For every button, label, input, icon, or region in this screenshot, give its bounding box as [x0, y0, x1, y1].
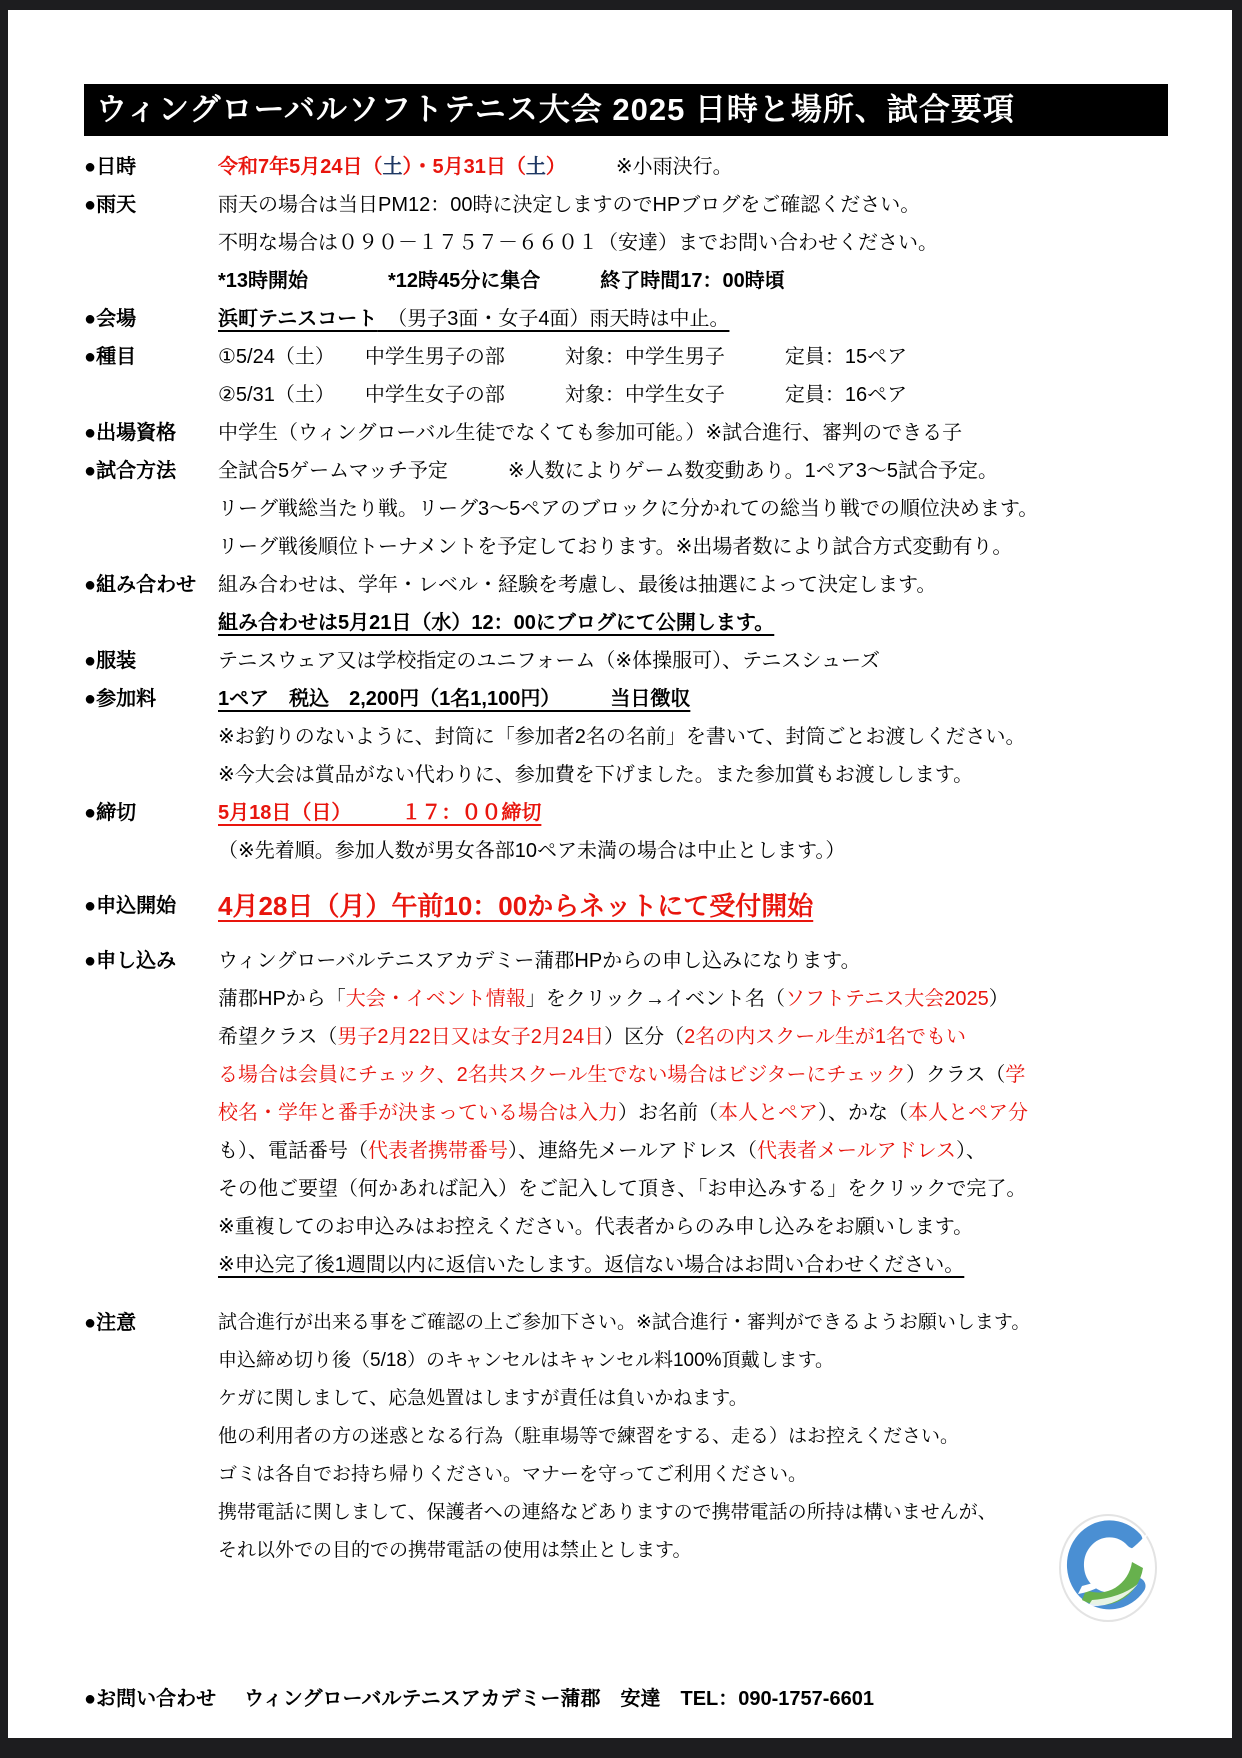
text-line: ※お釣りのないように、封筒に「参加者2名の名前」を書いて、封筒ごとお渡しください。	[218, 726, 1026, 748]
text-line: ※申込完了後1週間以内に返信いたします。返信ない場合はお問い合わせください。	[218, 1254, 965, 1276]
text-line: ケガに関しまして、応急処置はしますが責任は負いかねます。	[218, 1388, 748, 1409]
row-venue	[84, 300, 1168, 338]
section-label: ●雨天	[84, 194, 137, 216]
text-line: 組み合わせは、学年・レベル・経験を考慮し、最後は抽選によって決定します。	[218, 574, 937, 596]
row-match-format	[84, 452, 1168, 566]
text-line	[218, 980, 1168, 1018]
page-title: ウィングローバルソフトテニス大会 2025 日時と場所、試合要項	[84, 84, 1168, 136]
section-label: ●注意	[84, 1312, 137, 1334]
section-label: ●申込開始	[84, 895, 177, 917]
text-line: ※今大会は賞品がない代わりに、参加費を下げました。また参加賞もお渡しします。	[218, 764, 974, 786]
text-segment: ）、連絡先メールアドレス（	[508, 1140, 757, 1162]
text-line	[218, 300, 1168, 338]
row-notes	[84, 1304, 1168, 1570]
text-segment: 」をクリック→イベント名（	[525, 988, 785, 1010]
text-segment: 学	[1005, 1064, 1026, 1086]
text-segment: 代表者メールアドレス	[757, 1140, 956, 1162]
text-line: リーグ戦後順位トーナメントを予定しております。※出場者数により試合方式変動有り。	[218, 536, 1013, 558]
text-line	[218, 1132, 1168, 1170]
text-segment: （男子3面・女子4面）雨天時は中止。	[377, 308, 730, 330]
section-label: ●種目	[84, 346, 137, 368]
contact-label: ●お問い合わせ	[84, 1688, 217, 1710]
text-segment: 令和7年5月24日（	[218, 156, 383, 178]
row-registration-start	[84, 882, 1168, 930]
text-segment: 本人とペア分	[908, 1102, 1028, 1124]
text-segment: 土	[525, 156, 546, 178]
text-line: 他の利用者の方の迷惑となる行為（駐車場等で練習をする、走る）はお控えください。	[218, 1426, 960, 1447]
text-line: *13時開始 *12時45分に集合 終了時間17：00時頃	[218, 270, 785, 292]
document-content	[8, 10, 1232, 1718]
text-segment: 代表者携帯番号	[368, 1140, 508, 1162]
section-label: ●日時	[84, 156, 137, 178]
text-line: ※重複してのお申込みはお控えください。代表者からのみ申し込みをお願いします。	[218, 1216, 974, 1238]
section-label: ●組み合わせ	[84, 574, 197, 596]
row-application	[84, 942, 1168, 1284]
section-label: ●会場	[84, 308, 137, 330]
contact-line	[84, 1680, 1168, 1718]
text-segment: ）	[988, 988, 1009, 1010]
text-segment: 土	[382, 156, 403, 178]
text-segment: ※小雨決行。	[555, 156, 733, 178]
text-line: （※先着順。参加人数が男女各部10ペア未満の場合は中止とします。）	[218, 840, 846, 862]
contact-text: ウィングローバルテニスアカデミー蒲郡 安達 TEL：090-1757-6601	[244, 1688, 874, 1710]
text-segment: ）クラス（	[905, 1064, 1006, 1086]
row-datetime	[84, 148, 1168, 186]
text-line: 1ペア 税込 2,200円（1名1,100円） 当日徴収	[218, 688, 691, 710]
text-segment: も）、電話番号（	[218, 1140, 368, 1162]
text-line: リーグ戦総当たり戦。リーグ3～5ペアのブロックに分かれての総当り戦での順位決めます。	[218, 498, 1039, 520]
text-line: 携帯電話に関しまして、保護者への連絡などありますので携帯電話の所持は構いませんが、	[218, 1502, 997, 1523]
text-segment: 本人とペア	[718, 1102, 818, 1124]
text-segment: ）・5月31日（	[402, 156, 526, 178]
text-line: 中学生（ウィングローバル生徒でなくても参加可能。）※試合進行、審判のできる子	[218, 422, 963, 444]
text-line: ②5/31（土） 中学生女子の部 対象：中学生女子 定員：16ペア	[218, 384, 908, 406]
row-eligibility	[84, 414, 1168, 452]
row-events	[84, 338, 1168, 414]
row-dress-code	[84, 642, 1168, 680]
text-line: 申込締め切り後（5/18）のキャンセルはキャンセル料100%頂戴します。	[218, 1350, 835, 1371]
row-entry-fee	[84, 680, 1168, 794]
text-segment: ソフトテニス大会2025	[785, 988, 989, 1010]
text-line	[218, 148, 1168, 186]
row-pairing	[84, 566, 1168, 642]
text-segment: 希望クラス（	[218, 1026, 338, 1048]
text-segment: 浜町テニスコート	[218, 308, 378, 330]
text-line: 全試合5ゲームマッチ予定 ※人数によりゲーム数変動あり。1ペア3～5試合予定。	[218, 460, 999, 482]
text-line	[218, 1094, 1168, 1132]
section-label: ●参加料	[84, 688, 157, 710]
text-segment: 大会・イベント情報	[345, 988, 526, 1010]
text-segment: ）区分（	[604, 1026, 685, 1048]
text-line	[218, 1018, 1168, 1056]
document-page	[8, 10, 1232, 1738]
text-line: 不明な場合は０９０－１７５７－６６０１（安達）までお問い合わせください。	[218, 232, 938, 254]
text-line: ①5/24（土） 中学生男子の部 対象：中学生男子 定員：15ペア	[218, 346, 908, 368]
text-line: ゴミは各自でお持ち帰りください。マナーを守ってご利用ください。	[218, 1464, 808, 1485]
text-segment: る場合は会員にチェック、2名共スクール生でない場合はビジターにチェック	[218, 1064, 906, 1086]
row-rain	[84, 186, 1168, 300]
text-segment: 蒲郡HPから「	[218, 988, 346, 1010]
text-line: 試合進行が出来る事をご確認の上ご参加下さい。※試合進行・審判ができるようお願いします。	[218, 1312, 1031, 1333]
text-segment: ）	[545, 156, 556, 178]
text-segment: ）、	[956, 1140, 986, 1162]
section-label: ●服装	[84, 650, 137, 672]
text-segment: 2名の内スクール生が1名でもい	[684, 1026, 967, 1048]
text-segment: 男子2月22日又は女子2月24日	[337, 1026, 605, 1048]
text-segment: ）お名前（	[618, 1102, 718, 1124]
text-line: 4月28日（月）午前10：00からネットにて受付開始	[218, 891, 814, 921]
section-label: ●試合方法	[84, 460, 177, 482]
text-line: 雨天の場合は当日PM12：00時に決定しますのでHPブログをご確認ください。	[218, 194, 921, 216]
academy-logo-icon	[1058, 1512, 1158, 1624]
row-deadline	[84, 794, 1168, 870]
text-segment: ）、かな（	[818, 1102, 908, 1124]
text-line: ウィングローバルテニスアカデミー蒲郡HPからの申し込みになります。	[218, 950, 861, 972]
text-line: テニスウェア又は学校指定のユニフォーム（※体操服可）、テニスシューズ	[218, 650, 880, 672]
text-line: 5月18日（日） １７：００締切	[218, 802, 542, 824]
text-line: その他ご要望（何かあれば記入）をご記入して頂き、「お申込みする」をクリックで完了。	[218, 1178, 1027, 1200]
section-label: ●申し込み	[84, 950, 177, 972]
text-segment: 校名・学年と番手が決まっている場合は入力	[218, 1102, 618, 1124]
text-line	[218, 1056, 1168, 1094]
text-line: それ以外での目的での携帯電話の使用は禁止とします。	[218, 1540, 692, 1561]
text-line: 組み合わせは5月21日（水）12：00にブログにて公開します。	[218, 612, 775, 634]
section-label: ●締切	[84, 802, 137, 824]
section-label: ●出場資格	[84, 422, 177, 444]
